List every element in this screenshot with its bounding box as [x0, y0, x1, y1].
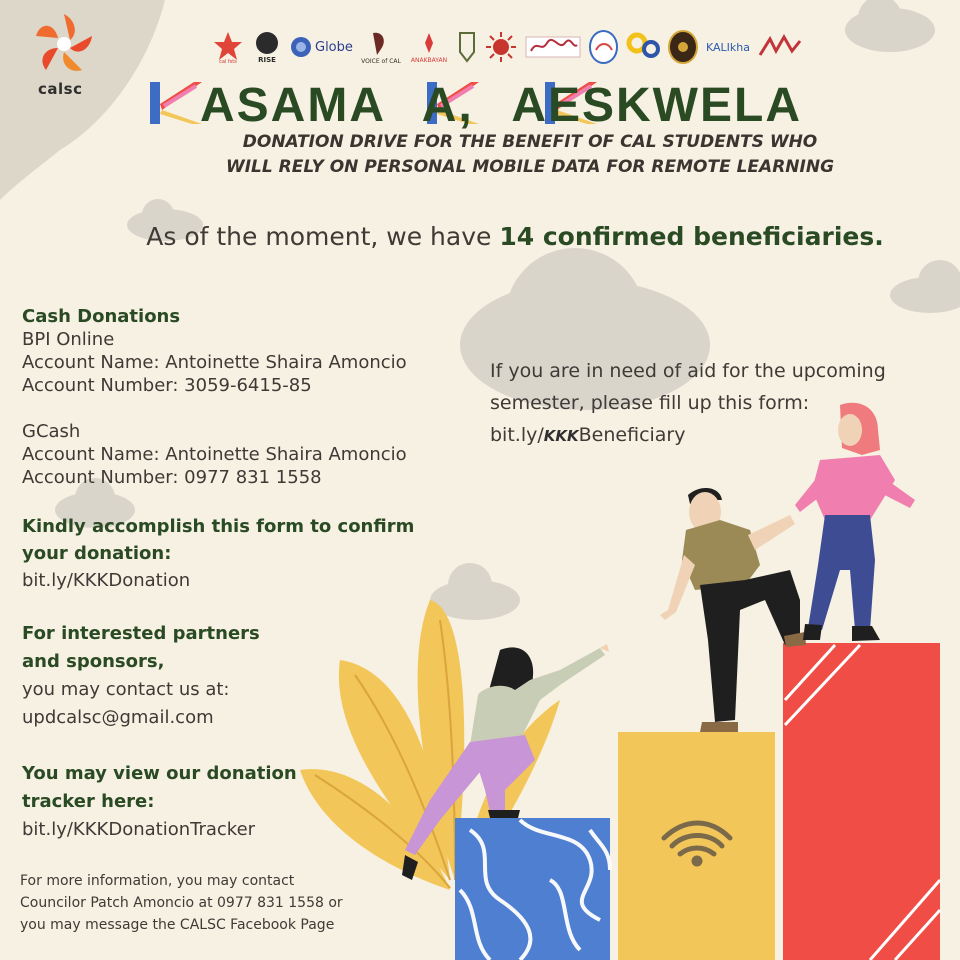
kalikha-logo-label: KALIkha	[705, 40, 750, 54]
gcash-account-name: Account Name: Antoinette Shaira Amoncio	[22, 444, 407, 465]
svg-text:ANAKBAYAN: ANAKBAYAN	[410, 57, 447, 64]
beneficiary-link-prefix: bit.ly/	[490, 424, 544, 446]
subtitle-line-1: DONATION DRIVE FOR THE BENEFIT OF CAL STUDENTS WHO	[242, 132, 818, 152]
svg-text:RISE: RISE	[258, 56, 276, 64]
donation-tracker-link[interactable]: bit.ly/KKKDonationTracker	[22, 819, 256, 840]
tracker-heading-line-2: tracker here:	[22, 791, 155, 812]
more-info-line-1: For more information, you may contact	[20, 873, 295, 889]
bpi-account-number: Account Number: 3059-6415-85	[22, 375, 312, 396]
cash-donations-heading: Cash Donations	[22, 306, 181, 327]
contact-email-link[interactable]: updcalsc@gmail.com	[22, 707, 214, 728]
beneficiary-link-suffix: Beneficiary	[578, 424, 686, 446]
calsc-logo-label: calsc	[38, 80, 83, 98]
bpi-label: BPI Online	[22, 329, 115, 350]
aid-line-2: semester, please fill up this form:	[490, 392, 810, 414]
partners-heading-line-2: and sponsors,	[22, 651, 165, 672]
beneficiary-link-mark: KKK	[543, 427, 579, 445]
partners-heading-line-1: For interested partners	[22, 623, 260, 644]
more-info-line-2: Councilor Patch Amoncio at 0977 831 1558 or	[20, 895, 343, 911]
tracker-heading-line-1: You may view our donation	[22, 763, 297, 784]
svg-text:cal fsts: cal fsts	[219, 59, 237, 64]
campaign-title-text: ASAMA A, AESKWELA	[200, 79, 802, 132]
partners-contact-text: you may contact us at:	[22, 679, 230, 700]
bpi-account-name: Account Name: Antoinette Shaira Amoncio	[22, 352, 407, 373]
subtitle-line-2: WILL RELY ON PERSONAL MOBILE DATA FOR REMOTE LEARNING	[225, 157, 835, 177]
more-info-line-3: you may message the CALSC Facebook Page	[20, 917, 335, 933]
gcash-account-number: Account Number: 0977 831 1558	[22, 467, 322, 488]
gcash-label: GCash	[22, 421, 81, 442]
donation-form-link[interactable]: bit.ly/KKKDonation	[22, 570, 191, 591]
confirm-heading-line-2: your donation:	[22, 543, 172, 564]
headline-count: 14 confirmed beneficiaries.	[499, 222, 884, 251]
confirm-heading-line-1: Kindly accomplish this form to confirm	[22, 516, 415, 537]
globe-logo-label: Globe	[315, 39, 353, 55]
svg-text:VOICE of CAL: VOICE of CAL	[361, 58, 401, 65]
headline-prefix: As of the moment, we have	[146, 222, 500, 251]
standing-woman-figure	[795, 403, 915, 641]
aid-line-1: If you are in need of aid for the upcoming	[490, 360, 886, 382]
